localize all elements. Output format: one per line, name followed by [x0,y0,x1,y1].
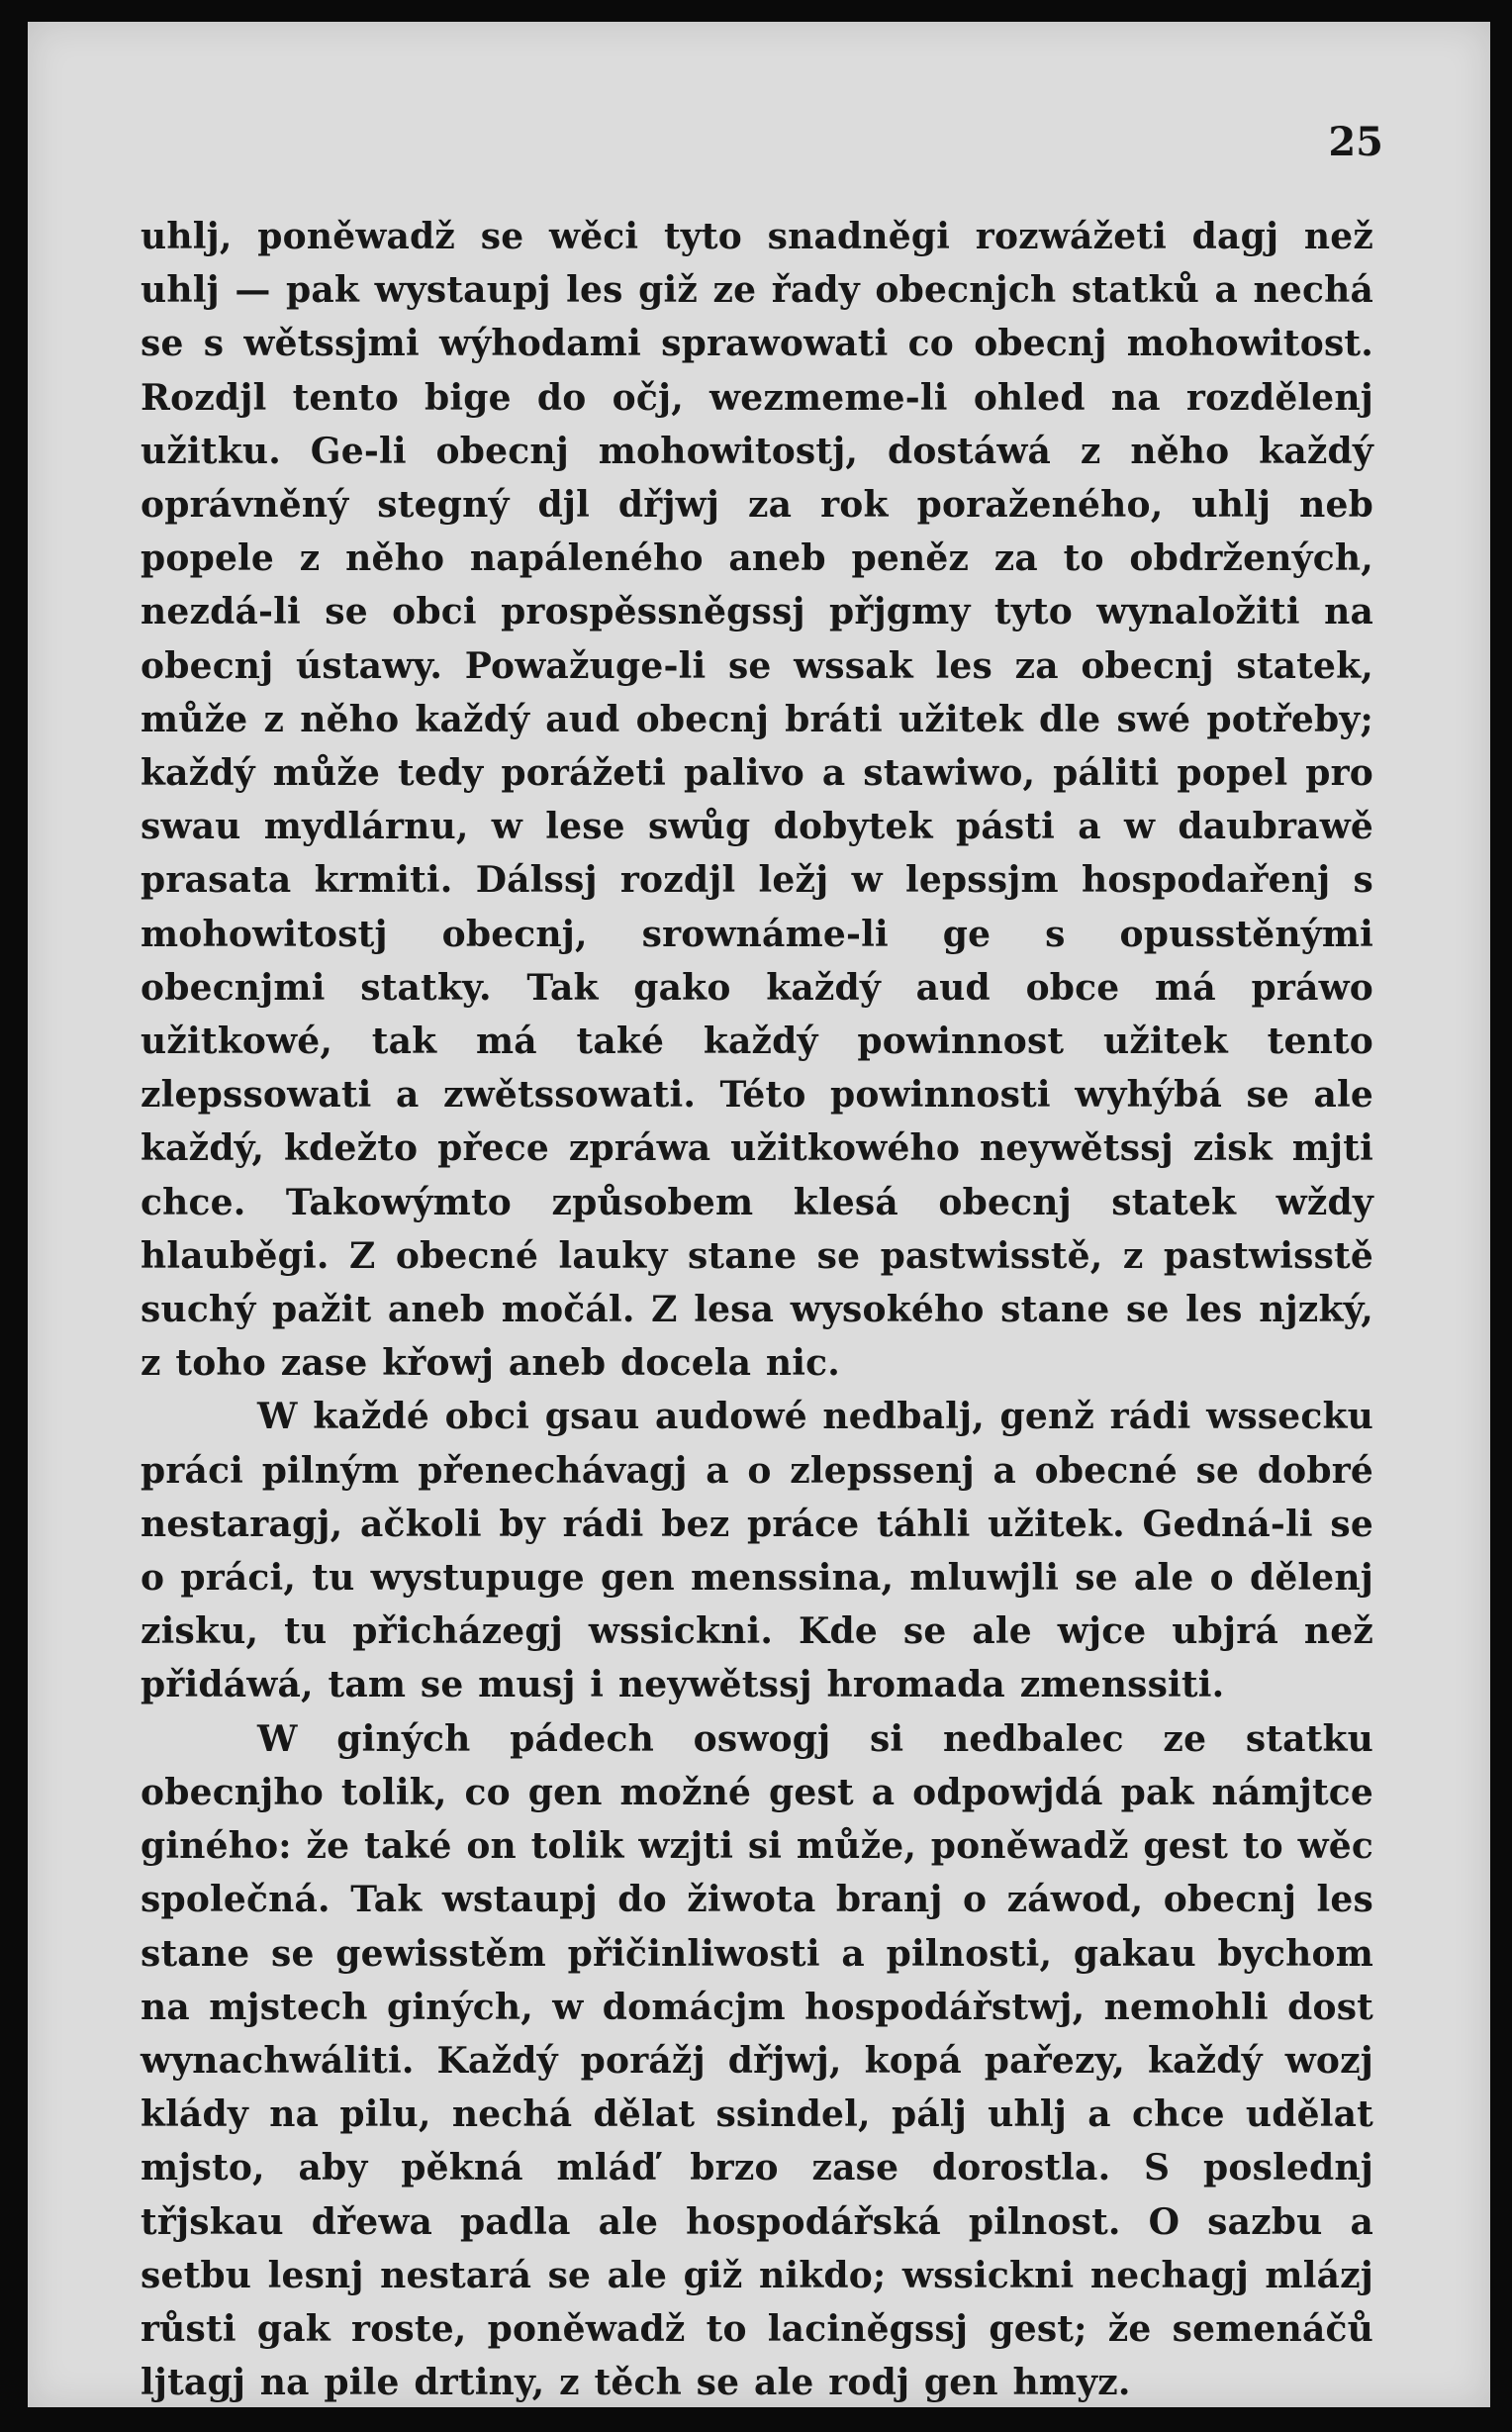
page-number: 25 [1328,119,1383,165]
paragraph-2: W každé obci gsau audowé nedbalj, genž rádi wssecku práci pilným přenechávagj a o zlepssenj a obecné se dobré nestaragj, ačkoli by rádi bez práce táhli užitek. Gedná-li se o práci, tu wystupuge gen menssina, mluwjli se ale o dělenj zisku, tu přicházegj wssickni. Kde se ale wjce ubjrá než přidáwá, tam se musj i neywětssj hromada zmenssiti. [141,1396,1373,1706]
book-page [28,22,1490,2407]
body-text [141,210,1373,2409]
paragraph-3: W giných pádech oswogj si nedbalec ze statku obecnjho tolik, co gen možné gest a odpowjdá pak námjtce giného: že také on tolik wzjti si může, poněwadž gest to wěc společná. Tak wstaupj do žiwota branj o záwod, obecnj les stane se gewisstěm přičinliwosti a pilnosti, gakau bychom na mjstech giných, w domácjm hospodářstwj, nemohli dost wynachwáliti. Každý porážj dřjwj, kopá pařezy, každý wozj klády na pilu, nechá dělat ssindel, pálj uhlj a chce udělat mjsto, aby pěkná mláď brzo zase dorostla. S poslednj třjskau dřewa padla ale hospodářská pilnost. O sazbu a setbu lesnj nestará se ale giž nikdo; wssickni nechagj mlázj růsti gak roste, poněwadž to laciněgssj gest; že semenáčů ljtagj na pile drtiny, z těch se ale rodj gen hmyz. [141,1717,1374,2404]
paragraph-1: uhlj, poněwadž se wěci tyto snadněgi rozwážeti dagj než uhlj — pak wystaupj les giž ze řady obecnjch statků a nechá se s wětssjmi wýhodami sprawowati co obecnj mohowitost. Rozdjl tento bige do očj, wezmeme-li ohled na rozdělenj užitku. Ge-li obecnj mohowitostj, dostáwá z něho každý oprávněný stegný djl dřjwj za rok poraženého, uhlj neb popele z něho napáleného aneb peněz za to obdržených, nezdá-li se obci prospěssněgssj přjgmy tyto wynaložiti na obecnj ústawy. Powažuge-li se wssak les za obecnj statek, může z něho každý aud obecnj bráti užitek dle swé potřeby; každý může tedy porážeti palivo a stawiwo, páliti popel pro swau mydlárnu, w lese swůg dobytek pásti a w daubrawě prasata krmiti. Dálssj rozdjl ležj w lepssjm hospodařenj s mohowitostj obecnj, srownáme-li ge s opusstěnými obecnjmi statky. Tak gako každý aud obce má práwo užitkowé, tak má také každý powinnost užitek tento zlepssowati a zwětssowati. Této powinnosti wyhýbá se ale každý, kdežto přece zpráwa užitkowého neywětssj zisk mjti chce. Takowýmto způsobem klesá obecnj statek wždy hlauběgi. Z obecné lauky stane se pastwisstě, z pastwisstě suchý pažit aneb močál. Z lesa wysokého stane se les njzký, z toho zase křowj aneb docela nic. [141,216,1373,1385]
